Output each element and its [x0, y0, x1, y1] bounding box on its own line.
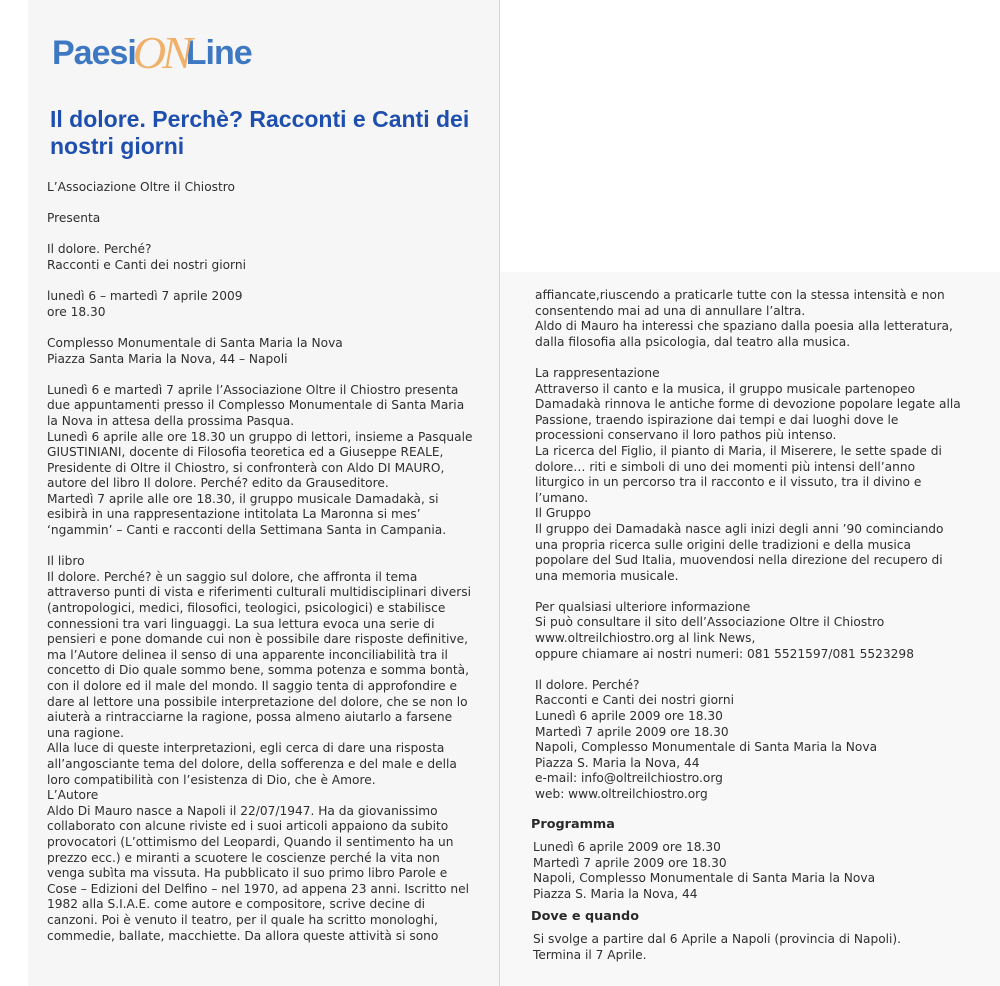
text-line: esibirà in una rappresentazione intitolata La Maronna si mes’ — [47, 507, 421, 522]
text-line — [535, 350, 961, 366]
text-line: canzoni. Poi è venuto il teatro, per il quale ha scritto monologhi, — [47, 912, 438, 927]
section-label-autore: L’Autore — [47, 788, 99, 803]
text-line: dolore… riti e simboli di uno dei momenti più intensi dell’anno — [535, 459, 916, 474]
text-line: GIUSTINIANI, docente di Filosofia teoretica ed a Giuseppe REALE, — [47, 445, 444, 460]
programma-block — [533, 840, 875, 902]
text-line: Aldo di Mauro ha interessi che spaziano dalla poesia alla letteratura, — [535, 319, 953, 334]
text-line: Passione, traendo ispirazione dai tempi e dai luoghi dove le — [535, 412, 899, 427]
article-headline: Il dolore. Perchè? Racconti e Canti dei nostri giorni — [50, 106, 470, 159]
text-line: Piazza Santa Maria la Nova, 44 – Napoli — [47, 351, 288, 366]
text-line: Complesso Monumentale di Santa Maria la Nova — [47, 335, 343, 350]
text-line: una ragione. — [47, 725, 124, 740]
text-line: processioni conservano il loro pathos più intenso. — [535, 428, 837, 443]
text-line: connessioni tra vari linguaggi. La sua lettura evoca una serie di — [47, 616, 435, 631]
text-line: popolare del Sud Italia, muovendosi nella direzione del recupero di — [535, 553, 943, 568]
text-line: Lunedì 6 aprile 2009 ore 18.30 — [535, 709, 723, 724]
text-line: dalla filosofia alla psicologia, dal teatro alla musica. — [535, 334, 851, 349]
text-line: loro compatibilità con l’esistenza di Dio, che è Amore. — [47, 772, 376, 787]
right-text-column — [535, 288, 961, 803]
paesionline-logo[interactable] — [52, 22, 252, 78]
text-line: Martedì 7 aprile 2009 ore 18.30 — [535, 724, 729, 739]
website-link-line[interactable]: www.oltreilchiostro.org al link News, — [535, 631, 756, 646]
text-line — [47, 274, 472, 290]
text-line: una memoria musicale. — [535, 568, 679, 583]
programma-line: Napoli, Complesso Monumentale di Santa Maria la Nova — [533, 871, 876, 886]
dove-quando-block — [533, 932, 901, 963]
left-text-column — [47, 180, 472, 944]
text-line: prezzo ecc.) e miranti a scuotere le coscienze perché la vita non — [47, 850, 440, 865]
text-line: Il dolore. Perché? è un saggio sul dolore, che affronta il tema — [47, 569, 418, 584]
text-line: aiuterà a rintracciarne la ragione, possa almeno aiutarlo a farsene — [47, 710, 453, 725]
text-line — [47, 539, 472, 555]
text-line: Cose – Edizioni del Delfino – nel 1970, ad appena 23 anni. Iscritto nel — [47, 881, 469, 896]
text-line: Presidente di Oltre il Chiostro, si confronterà con Aldo DI MAURO, — [47, 460, 445, 475]
programma-line: Lunedì 6 aprile 2009 ore 18.30 — [533, 840, 721, 854]
text-line: pensieri e pone domande cui non è possibile dare risposte definitive, — [47, 632, 469, 647]
text-line: affiancate,riuscendo a praticarle tutte con la stessa intensità e non — [535, 288, 945, 302]
text-line — [47, 320, 472, 336]
text-line — [535, 662, 961, 678]
text-line: autore del libro Il dolore. Perché? edito da Grauseditore. — [47, 476, 389, 491]
text-line — [47, 196, 472, 212]
text-line: la Nova in attesa della prossima Pasqua. — [47, 413, 295, 428]
text-line: commedie, ballate, macchiette. Da allora queste attività si sono — [47, 928, 439, 943]
logo-text-line: Line — [185, 34, 252, 72]
programma-line: Martedì 7 aprile 2009 ore 18.30 — [533, 855, 727, 870]
text-line: La ricerca del Figlio, il pianto di Maria, il Miserere, le sette spade di — [535, 443, 942, 458]
text-line: Lunedì 6 aprile alle ore 18.30 un gruppo di lettori, insieme a Pasquale — [47, 429, 473, 444]
text-line: Il gruppo dei Damadakà nasce agli inizi degli anni ’90 cominciando — [535, 521, 944, 536]
text-line: venga subìta ma vissuta. Ha pubblicato il suo primo libro Parole e — [47, 866, 448, 881]
text-line: Per qualsiasi ulteriore informazione — [535, 599, 751, 614]
text-line: con il dolore ed il male del mondo. Il saggio tenta di approfondire e — [47, 679, 458, 693]
text-line: 1982 alla S.I.A.E. come autore e compositore, scrive decine di — [47, 897, 426, 912]
text-line — [47, 367, 472, 383]
text-line: ‘ngammin’ – Canti e racconti della Settimana Santa in Campania. — [47, 523, 447, 538]
text-line: L’Associazione Oltre il Chiostro — [47, 180, 235, 194]
text-line: ma l’Autore delinea il senso di una apparente inconciliabilità tra il — [47, 647, 448, 662]
dove-quando-line: Termina il 7 Aprile. — [533, 947, 647, 962]
text-line: dare al lettore una possibile interpretazione del dolore, che se non lo — [47, 694, 468, 709]
text-line: Martedì 7 aprile alle ore 18.30, il gruppo musicale Damadakà, si — [47, 491, 439, 506]
text-line: Napoli, Complesso Monumentale di Santa Maria la Nova — [535, 740, 878, 755]
text-line: Alla luce di queste interpretazioni, egli cerca di dare una risposta — [47, 741, 445, 756]
text-line: Racconti e Canti dei nostri giorni — [47, 257, 246, 272]
text-line: concetto di Dio quale sommo bene, somma potenza e somma bontà, — [47, 663, 469, 678]
text-line — [535, 584, 961, 600]
logo-text-on: ON — [132, 27, 189, 78]
text-line: Presenta — [47, 211, 101, 226]
email-link[interactable]: e-mail: info@oltreilchiostro.org — [535, 771, 723, 786]
text-line: collaborato con alcune riviste ed i suoi articoli appaiono da subito — [47, 819, 449, 834]
text-line: Piazza S. Maria la Nova, 44 — [535, 755, 700, 770]
section-label-il-libro: Il libro — [47, 554, 85, 569]
text-line: l’umano. — [535, 490, 589, 505]
text-line: Damadakà rinnova le antiche forme di devozione popolare legate alla — [535, 397, 961, 412]
text-line: Il dolore. Perché? — [535, 677, 640, 692]
text-line: Si può consultare il sito dell’Associazione Oltre il Chiostro — [535, 615, 885, 630]
text-line: Aldo Di Mauro nasce a Napoli il 22/07/1947. Ha da giovanissimo — [47, 803, 438, 818]
programma-line: Piazza S. Maria la Nova, 44 — [533, 886, 698, 901]
text-line: consentendo mai ad una di annullare l’altra. — [535, 303, 806, 318]
text-line: liturgico in un percorso tra il racconto e il vissuto, tra il divino e — [535, 475, 922, 490]
text-line: provocatori (L’ottimismo del Leopardi, Quando il sentimento ha un — [47, 834, 454, 849]
programma-heading: Programma — [531, 817, 615, 832]
text-line: una propria ricerca sulle origini delle tradizioni e della musica — [535, 537, 911, 552]
dove-quando-heading: Dove e quando — [531, 909, 639, 924]
text-line: due appuntamenti presso il Complesso Monumentale di Santa Maria — [47, 398, 465, 413]
text-line: ore 18.30 — [47, 304, 106, 319]
text-line — [47, 227, 472, 243]
text-line: Lunedì 6 e martedì 7 aprile l’Associazione Oltre il Chiostro presenta — [47, 382, 459, 397]
phone-numbers-line: oppure chiamare ai nostri numeri: 081 5521597/081 5523298 — [535, 646, 914, 661]
text-line: all’angosciante tema del dolore, della sofferenza e del male e della — [47, 756, 457, 771]
dove-quando-line: Si svolge a partire dal 6 Aprile a Napoli (provincia di Napoli). — [533, 932, 902, 946]
section-label-rappresentazione: La rappresentazione — [535, 365, 660, 380]
section-label-gruppo: Il Gruppo — [535, 506, 591, 521]
text-line: Il dolore. Perché? — [47, 242, 152, 257]
text-line: Racconti e Canti dei nostri giorni — [535, 693, 734, 708]
logo-text-paesi: Paesi — [52, 34, 136, 72]
text-line: lunedì 6 – martedì 7 aprile 2009 — [47, 289, 243, 304]
text-line: attraverso punti di vista e riferimenti culturali multidisciplinari diversi — [47, 585, 471, 600]
web-link[interactable]: web: www.oltreilchiostro.org — [535, 787, 708, 801]
text-line: (antropologici, medici, filosofici, teologici, psicologici) e stabilisce — [47, 601, 446, 616]
text-line: Attraverso il canto e la musica, il gruppo musicale partenopeo — [535, 381, 916, 396]
